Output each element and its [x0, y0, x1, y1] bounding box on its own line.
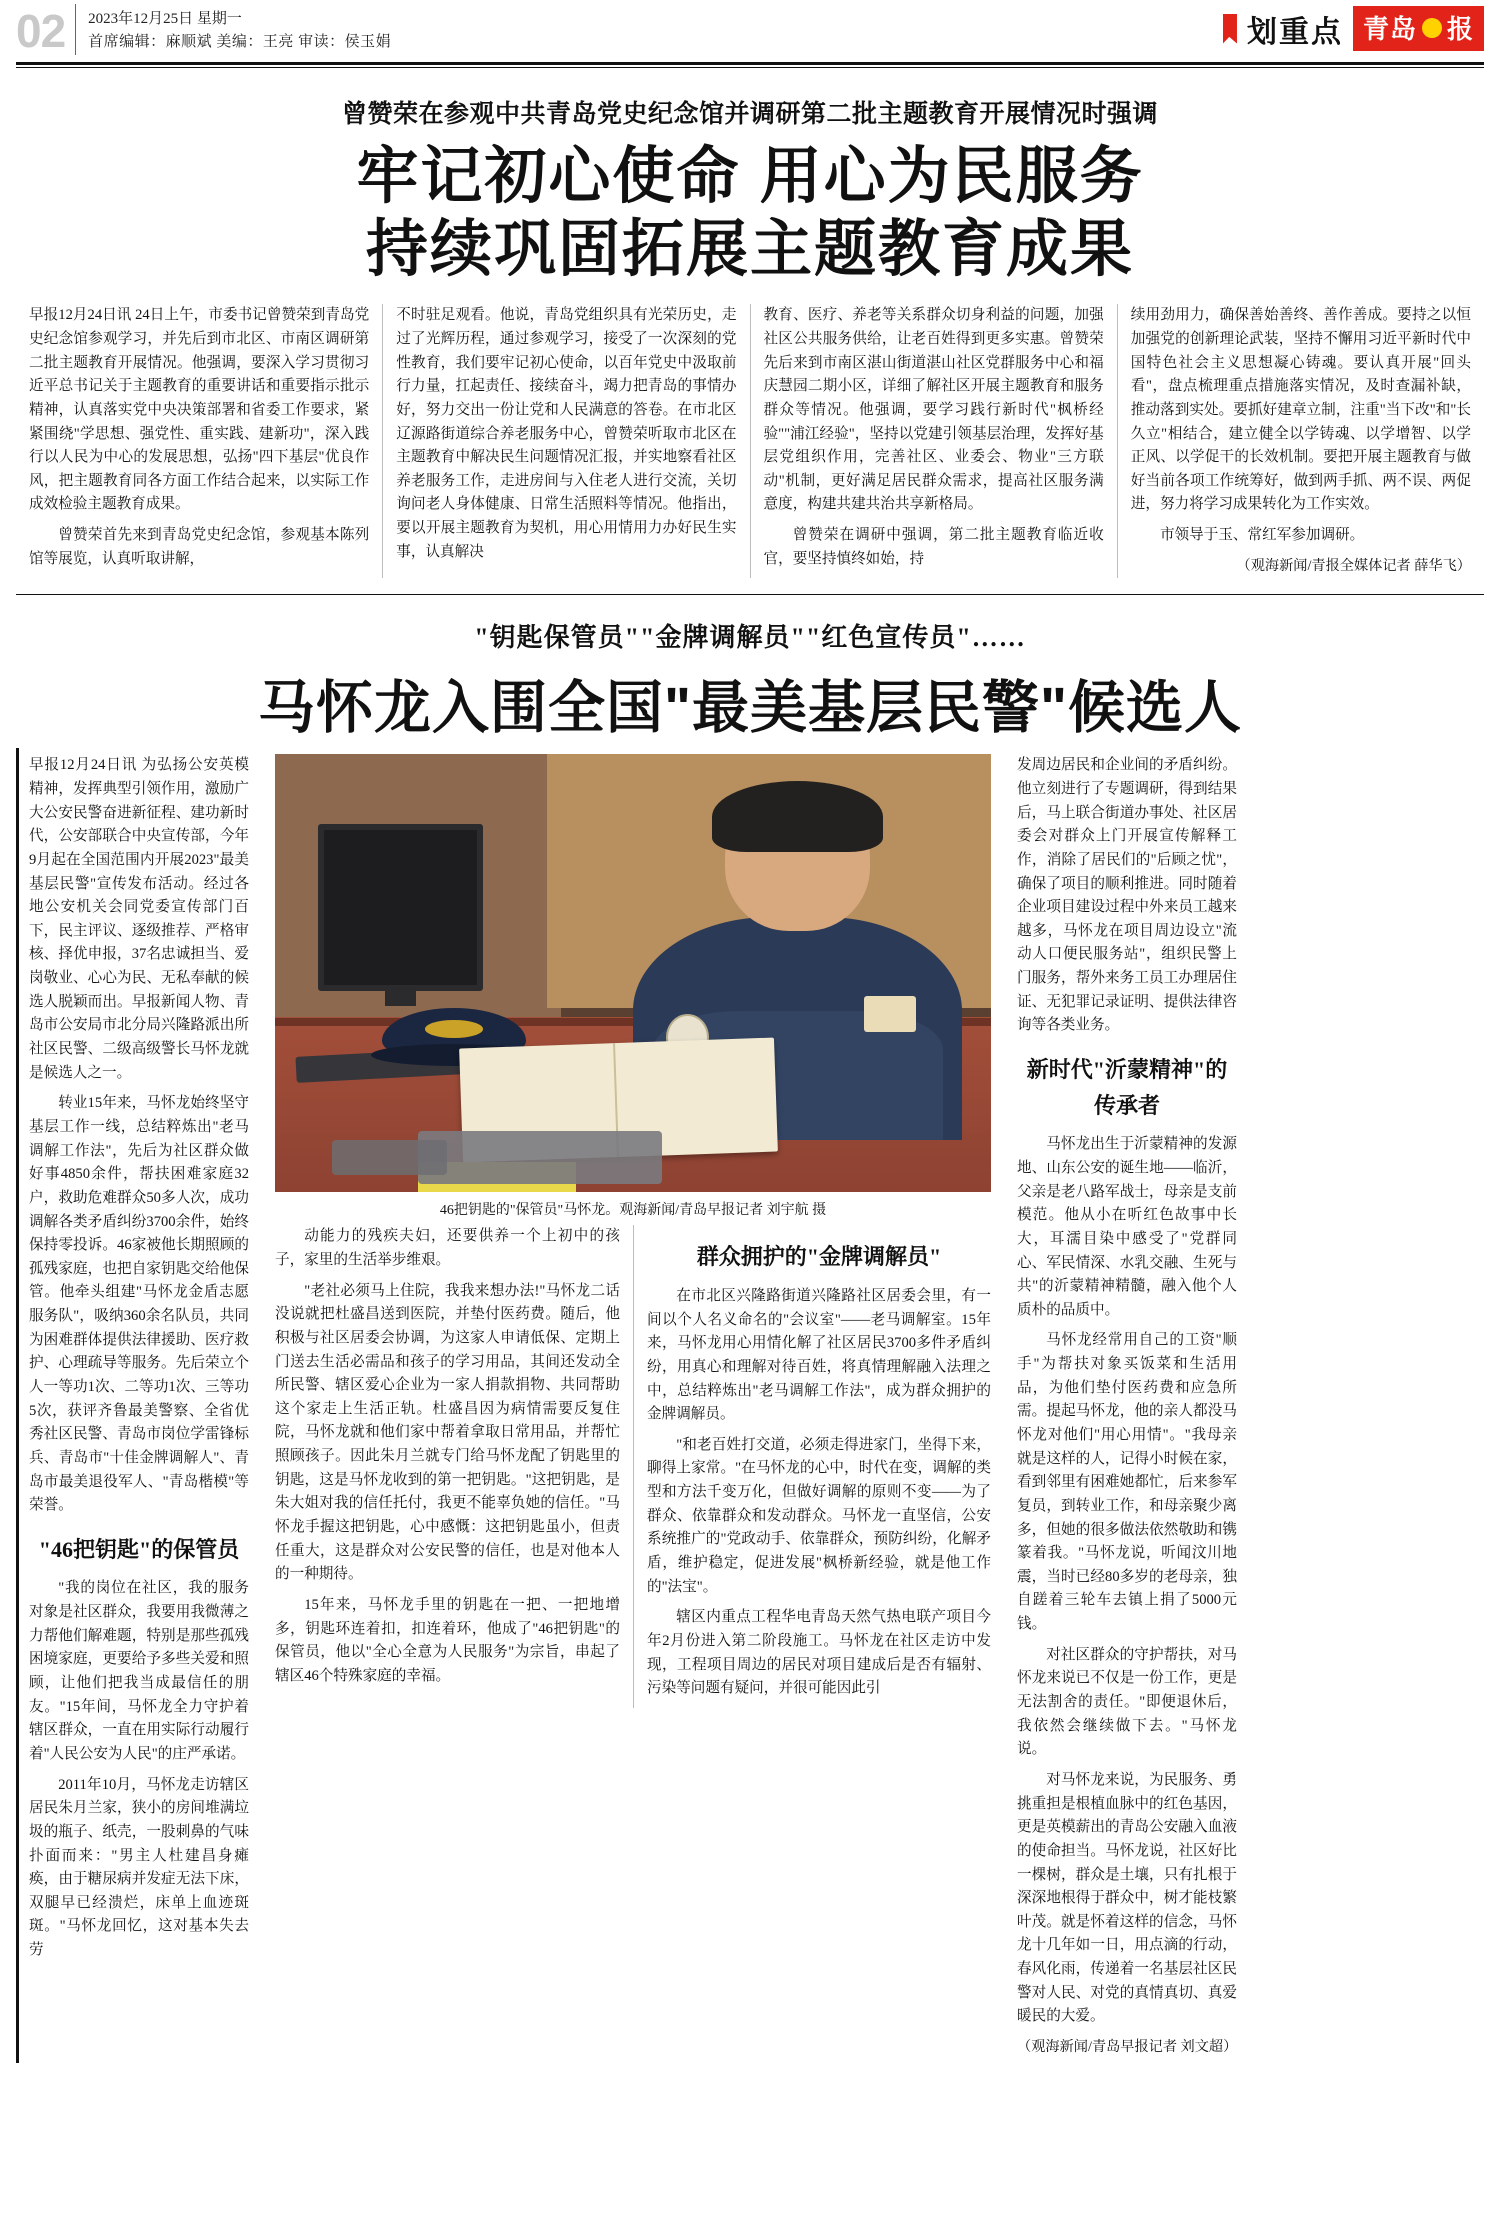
story1-kicker: 曾赞荣在参观中共青岛党史纪念馆并调研第二批主题教育开展情况时强调: [341, 101, 1158, 128]
story2-column-2: [262, 1225, 633, 1708]
story2-column-1: [16, 754, 262, 2059]
photo-officer-epaulette: [864, 996, 917, 1032]
story1-column-3: [750, 304, 1117, 578]
story-lead-article: [16, 94, 1484, 578]
paragraph: 不时驻足观看。他说，青岛党组织具有光荣历史，走过了光辉历程，通过参观学习，接受了一次深刻的党性教育，我们要牢记初心使命，以百年党史中汲取前行力量，扛起责任、接续奋斗，竭力把青岛的事情办好，努力交出一份让党和人民满意的答卷。在市北区辽源路街道综合养老服务中心，曾赞荣听取市北区在主题教育中解决民生问题情况汇报，并实地察看社区养老服务工作，走进房间与入住老人进行交流，关切询问老人身体健康、日常生活照料等情况。他指出，要以开展主题教育为契机，用心用情用力办好民生实事，认真解决: [396, 307, 737, 560]
story2-headline: 马怀龙入围全国"最美基层民警"候选人: [257, 676, 1243, 741]
photo-monitor: [318, 824, 483, 990]
paragraph: 续用劲用力，确保善始善终、善作善成。要持之以恒加强党的创新理论武装，坚持不懈用习近平新时代中国特色社会主义思想凝心铸魂。要认真开展"回头看"，盘点梳理重点措施落实情况，及时查漏补缺，推动落到实处。要抓好建章立制，注重"当下改"和"长久立"相结合，建立健全以学铸魂、以学增智、以学正风、以学促干的长效机制。要把开展主题教育与做好当前各项工作统筹好，做到两手抓、两不误、两促进，努力将学习成果转化为工作实效。: [1130, 307, 1471, 513]
section-label: 划重点: [1246, 15, 1343, 49]
paragraph: 曾赞荣首先来到青岛党史纪念馆，参观基本陈列馆等展览，认真听取讲解，: [29, 527, 370, 567]
story1-columns: [16, 304, 1484, 578]
paragraph: 市领导于玉、常红军参加调研。: [1159, 527, 1365, 544]
logo-text-right: 报: [1446, 15, 1474, 44]
photo-block: [262, 754, 1004, 1221]
story2-middle-block: [262, 754, 1004, 2059]
masthead: [0, 0, 1500, 62]
story-feature-article: [16, 617, 1484, 2059]
story2-column-3: [633, 1225, 1004, 1708]
paragraph: 马怀龙出生于沂蒙精神的发源地、山东公安的诞生地——临沂，父亲是老八路军战士，母亲是支前模范。他从小在听红色故事中长大，耳濡目染中感受了"党群同心、军民情深、水乳交融、生死与共"的沂蒙精神精髓，融入他个人质朴的品质中。: [1017, 1136, 1237, 1318]
paragraph: 对马怀龙来说，为民服务、勇挑重担是根植血脉中的红色基因，更是英模薪出的青岛公安融入血液的使命担当。马怀龙说，社区好比一棵树，群众是土壤，只有扎根于深深地根得于群众中，树才能枝繁叶茂。就是怀着这样的信念，马怀龙十几年如一日，用点滴的行动，春风化雨，传递着一名基层社区民警对人民、对党的真情真切、真爱暖民的大爱。: [1017, 1771, 1237, 2025]
story2-columns: [16, 754, 1484, 2059]
story2-subhead-spirit: 新时代"沂蒙精神"的传承者: [1026, 1057, 1228, 1118]
paragraph: 2011年10月，马怀龙走访辖区居民朱月兰家，狭小的房间堆满垃圾的瓶子、纸壳，一股刺鼻的气味扑面而来："男主人杜建昌身瘫痪，由于糖尿病并发症无法下床，双腿早已经溃烂，床单上血迹斑斑。"马怀龙回忆，这对基本失去劳: [29, 1776, 249, 1959]
story2-subhead-mediator: 群众拥护的"金牌调解员": [696, 1244, 942, 1270]
page-number: 02: [16, 5, 66, 57]
paragraph: 对社区群众的守护帮扶，对马怀龙来说已不仅是一份工作，更是无法割舍的责任。"即便退休后，我依然会继续做下去。"马怀龙说。: [1017, 1646, 1237, 1758]
paragraph: 15年来，马怀龙手里的钥匙在一把、一把地增多，钥匙环连着扣，扣连着环，他成了"46把钥匙"的保管员，他以"全心全意为人民服务"为宗旨，串起了辖区46个特殊家庭的幸福。: [275, 1596, 620, 1684]
paragraph: "和老百姓打交道，必须走得进家门，坐得下来，聊得上家常。"在马怀龙的心中，时代在变，调解的类型和方法千变万化，但做好调解的原则不变——为了群众、依靠群众和发动群众。马怀龙一直坚信，公安系统推广的"党政动手、依靠群众，预防纠纷，化解矛盾，维护稳定，促进发展"枫桥新经验，就是他工作的"法宝"。: [647, 1436, 991, 1595]
paragraph: 曾赞荣在调研中强调，第二批主题教育临近收官，要坚持慎终如始，持: [763, 527, 1104, 567]
story1-headline-line1: 牢记初心使命 用心为民服务: [356, 142, 1144, 211]
story-divider: [16, 594, 1484, 595]
story1-headline-line2: 持续巩固拓展主题教育成果: [365, 215, 1134, 285]
paragraph: 辖区内重点工程华电青岛天然气热电联产项目今年2月份进入第二阶段施工。马怀龙在社区走访中发现，工程项目周边的居民对项目建成后是否有辐射、污染等问题有疑问，并很可能因此引: [647, 1609, 991, 1697]
paragraph: 早报12月24日讯 24日上午，市委书记曾赞荣到青岛党史纪念馆参观学习，并先后到市北区、市南区调研第二批主题教育开展情况。他强调，要深入学习贯彻习近平总书记关于主题教育的重要讲话和重要指示批示精神，认真落实党中央决策部署和省委工作要求，紧紧围绕"学思想、强党性、重实践、建新功"，深入践行以人民为中心的发展思想，弘扬"四下基层"优良作风，把主题教育同各方面工作结合起来，以实际工作成效检验主题教育成果。: [29, 307, 370, 513]
story1-column-2: [382, 304, 749, 578]
photo-officer-hair: [712, 781, 883, 853]
story2-body: [16, 754, 1484, 2059]
masthead-right: [1223, 4, 1484, 51]
paragraph: "老社必须马上住院，我我来想办法!"马怀龙二话没说就把杜盛昌送到医院，并垫付医药费。随后，他积极与社区居委会协调，为这家人申请低保、定期上门送去生活必需品和孩子的学习用品，其间还发动全所民警、辖区爱心企业为一家人捐款捐物、共同帮助这个家走上生活正轨。杜盛昌因为病情需要反复住院，马怀龙就和他们家中帮着拿取日常用品，并帮忙照顾孩子。因此朱月兰就专门给马怀龙配了钥匙里的钥匙，这是马怀龙收到的第一把钥匙。"这把钥匙，是朱大姐对我的信任托付，我更不能辜负她的信任。"马怀龙手握这把钥匙，心中感慨：这把钥匙虽小，但责任重大，这是群众对公安民警的信任，也是对他本人的一种期待。: [275, 1282, 620, 1583]
masthead-meta: [75, 4, 391, 55]
paragraph: 发周边居民和企业间的矛盾纠纷。他立刻进行了专题调研，得到结果后，马上联合街道办事处、社区居委会对群众上门开展宣传解释工作，消除了居民们的"后顾之忧"，确保了项目的顺利推进。同时随着企业项目建设过程中外来员工越来越多，马怀龙在项目周边设立"流动人口便民服务站"，组织民警上门服务，帮外来务工员工办理居住证、无犯罪记录证明、提供法律咨询等各类业务。: [1017, 757, 1237, 1034]
sun-icon: [1422, 18, 1442, 38]
masthead-editors: 首席编辑：麻顺斌 美编：王亮 审读：侯玉娟: [88, 34, 392, 51]
photo-caption: 46把钥匙的"保管员"马怀龙。观海新闻/青岛早报记者 刘宇航 摄: [439, 1203, 827, 1219]
paragraph: 教育、医疗、养老等关系群众切身利益的问题，加强社区公共服务供给，让老百姓得到更多实惠。曾赞荣先后来到市南区湛山街道湛山社区党群服务中心和福庆慧园二期小区，详细了解社区开展主题教育和服务群众等情况。他强调，要学习践行新时代"枫桥经验""浦江经验"，坚持以党建引领基层治理，发挥好基层党组织作用，完善社区、业委会、物业"三方联动"机制，更好满足居民群众需求，提高社区服务满意度，构建共建共治共享新格局。: [763, 307, 1104, 513]
article-photo: [275, 754, 991, 1192]
paragraph: 转业15年来，马怀龙始终坚守基层工作一线，总结粹炼出"老马调解工作法"，先后为社区群众做好事4850余件，帮扶困难家庭32户，救助危难群众50多人次，成功调解各类矛盾纠纷3700余件，始终保持零投诉。46家被他长期照顾的孤残家庭，也把自家钥匙交给他保管。他牵头组建"马怀龙金盾志愿服务队"，吸纳360余名队员，共同为困难群体提供法律援助、医疗救护、心理疏导等服务。先后荣立个人一等功1次、二等功1次、三等功5次，获评齐鲁最美警察、全省优秀社区民警、青岛市岗位学雷锋标兵、青岛市"十佳金牌调解人"、青岛市最美退役军人、"青岛楷模"等荣誉。: [29, 1095, 249, 1514]
paragraph: 在市北区兴隆路街道兴隆路社区居委会里，有一间以个人名义命名的"会议室"——老马调解室。15年来，马怀龙用心用情化解了社区居民3700多件矛盾纠纷，用真心和理解对待百姓，将真情理解融入法理之中，总结粹炼出"老马调解工作法"，成为群众拥护的金牌调解员。: [647, 1287, 991, 1423]
masthead-rule-thin: [16, 67, 1484, 68]
paragraph: 马怀龙经常用自己的工资"顺手"为帮扶对象买饭菜和生活用品，为他们垫付医药费和应急所需。提起马怀龙，他的亲人都没马怀龙对他们"用心用情"。"我母亲就是这样的人，记得小时候在家，看到邻里有困难她都忙，后来参军复员，到转业工作，和母亲聚少离多，但她的很多做法依然敬助和镌篆着我。"马怀龙说，听闻汶川地震，当时已经80多岁的老母亲，独自蹉着三轮车去镇上捐了5000元钱。: [1017, 1332, 1237, 1633]
story2-middle-columns: [262, 1225, 1004, 1708]
photo-keys-bundle-2: [332, 1140, 447, 1175]
flag-icon: [1223, 14, 1237, 44]
logo-text-left: 青岛: [1362, 15, 1417, 44]
story1-byline: （观海新闻/青报全媒体记者 薛华飞）: [1236, 557, 1471, 574]
paragraph: "我的岗位在社区，我的服务对象是社区群众，我要用我微薄之力帮他们解难题，特别是那些孤残困境家庭，更要给予多些关爱和照顾，让他们把我当成最信任的朋友。"15年间，马怀龙全力守护着辖区群众，一直在用实际行动履行着"人民公安为人民"的庄严承诺。: [29, 1580, 249, 1762]
story2-column-4: [1004, 754, 1250, 2059]
story2-subhead-keys: "46把钥匙"的保管员: [38, 1536, 240, 1562]
story2-byline: （观海新闻/青岛早报记者 刘文超）: [1017, 2039, 1238, 2055]
masthead-rule: [16, 62, 1484, 65]
story1-column-4: [1117, 304, 1484, 578]
paragraph: 早报12月24日讯 为弘扬公安英模精神，发挥典型引领作用，激励广大公安民警奋进新征程、建功新时代，公安部联合中央宣传部，今年9月起在全国范围内开展2023"最美基层民警"宣传发布活动。经过各地公安机关会同党委宣传部门百下，民主评议、逐级推荐、严格审核、择优申报，37名忠诚担当、爱岗敬业、心心为民、无私奉献的候选人脱颖而出。早报新闻人物、青岛市公安局市北分局兴隆路派出所社区民警、二级高级警长马怀龙就是候选人之一。: [29, 757, 249, 1081]
masthead-date: 2023年12月25日 星期一: [88, 11, 242, 27]
paragraph: 动能力的残疾夫妇，还要供养一个上初中的孩子，家里的生活举步维艰。: [275, 1228, 620, 1268]
newspaper-logo: [1353, 6, 1484, 51]
story2-kicker: "钥匙保管员""金牌调解员""红色宣传员"……: [474, 623, 1026, 653]
story1-column-1: [16, 304, 382, 578]
photo-keys-bundle: [418, 1131, 661, 1184]
story1-headline: [16, 140, 1484, 286]
